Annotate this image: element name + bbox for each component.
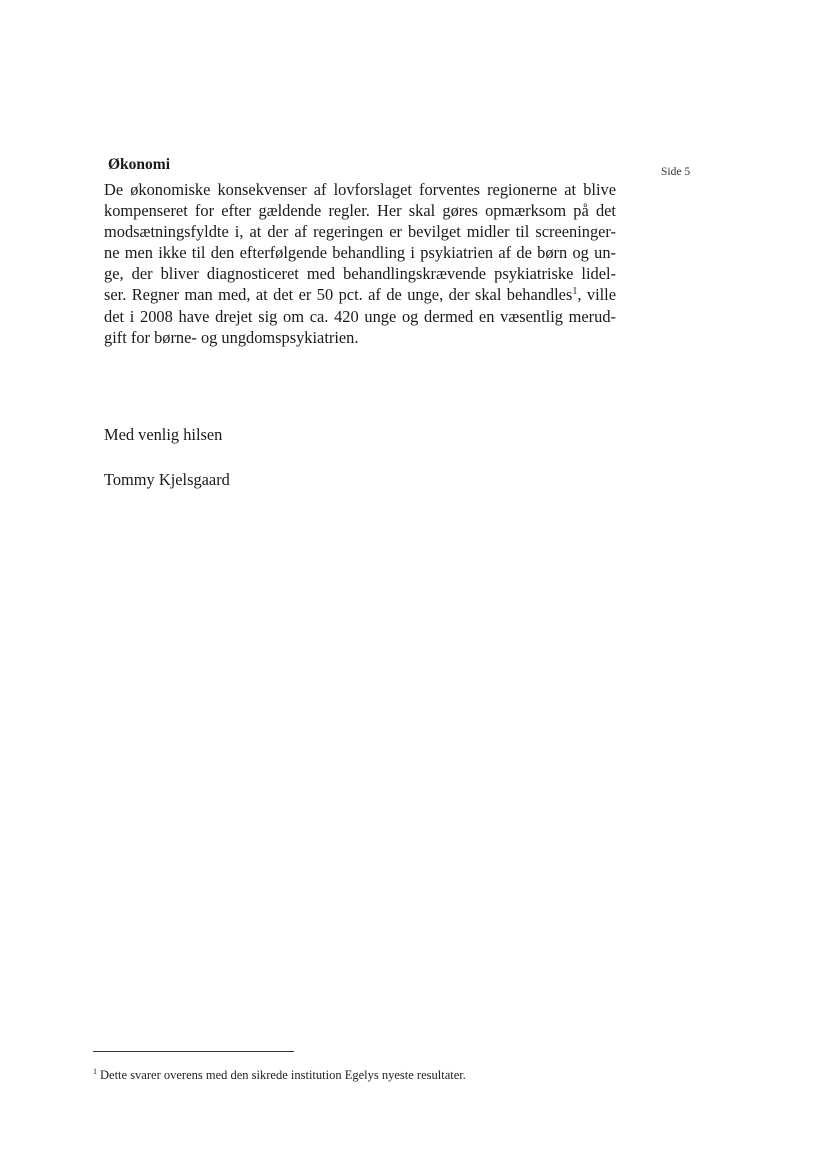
paragraph-line: De økonomiske konsekvenser af lovforslaget forventes regionerne at blive (104, 180, 616, 199)
signature-name: Tommy Kjelsgaard (104, 470, 230, 489)
paragraph-line: ne men ikke til den efterfølgende behandling i psykiatrien af de børn og un- (104, 243, 616, 263)
paragraph-line: modsætningsfyldte i, at der af regeringen er bevilget midler til screeninger- (104, 222, 616, 242)
paragraph-line-tail: , ville (577, 285, 617, 305)
paragraph-line: kompenseret for efter gældende regler. Her skal gøres opmærksom på det (104, 201, 616, 221)
paragraph-line-with-footnote (104, 284, 616, 305)
paragraph-line: gift for børne- og ungdomspsykiatrien. (104, 327, 359, 347)
closing-greeting: Med venlig hilsen (104, 425, 223, 444)
footnote-reference: 1 (572, 286, 578, 298)
section-body-paragraph (104, 179, 616, 348)
section-title: Økonomi (108, 156, 171, 173)
footnote-marker: 1 (93, 1067, 97, 1076)
paragraph-line: ge, der bliver diagnosticeret med behandlingskrævende psykiatriske lidel- (104, 264, 616, 284)
paragraph-line-text: ser. Regner man med, at det er 50 pct. af de unge, der skal behandles (104, 285, 573, 305)
footnote-divider (93, 1051, 294, 1052)
paragraph-line: det i 2008 have drejet sig om ca. 420 unge og dermed en væsentlig merud- (104, 306, 616, 326)
page-number-label: Side 5 (661, 166, 691, 178)
footnote-text: Dette svarer overens med den sikrede institution Egelys nyeste resultater. (100, 1068, 466, 1082)
footnote (93, 1068, 466, 1083)
